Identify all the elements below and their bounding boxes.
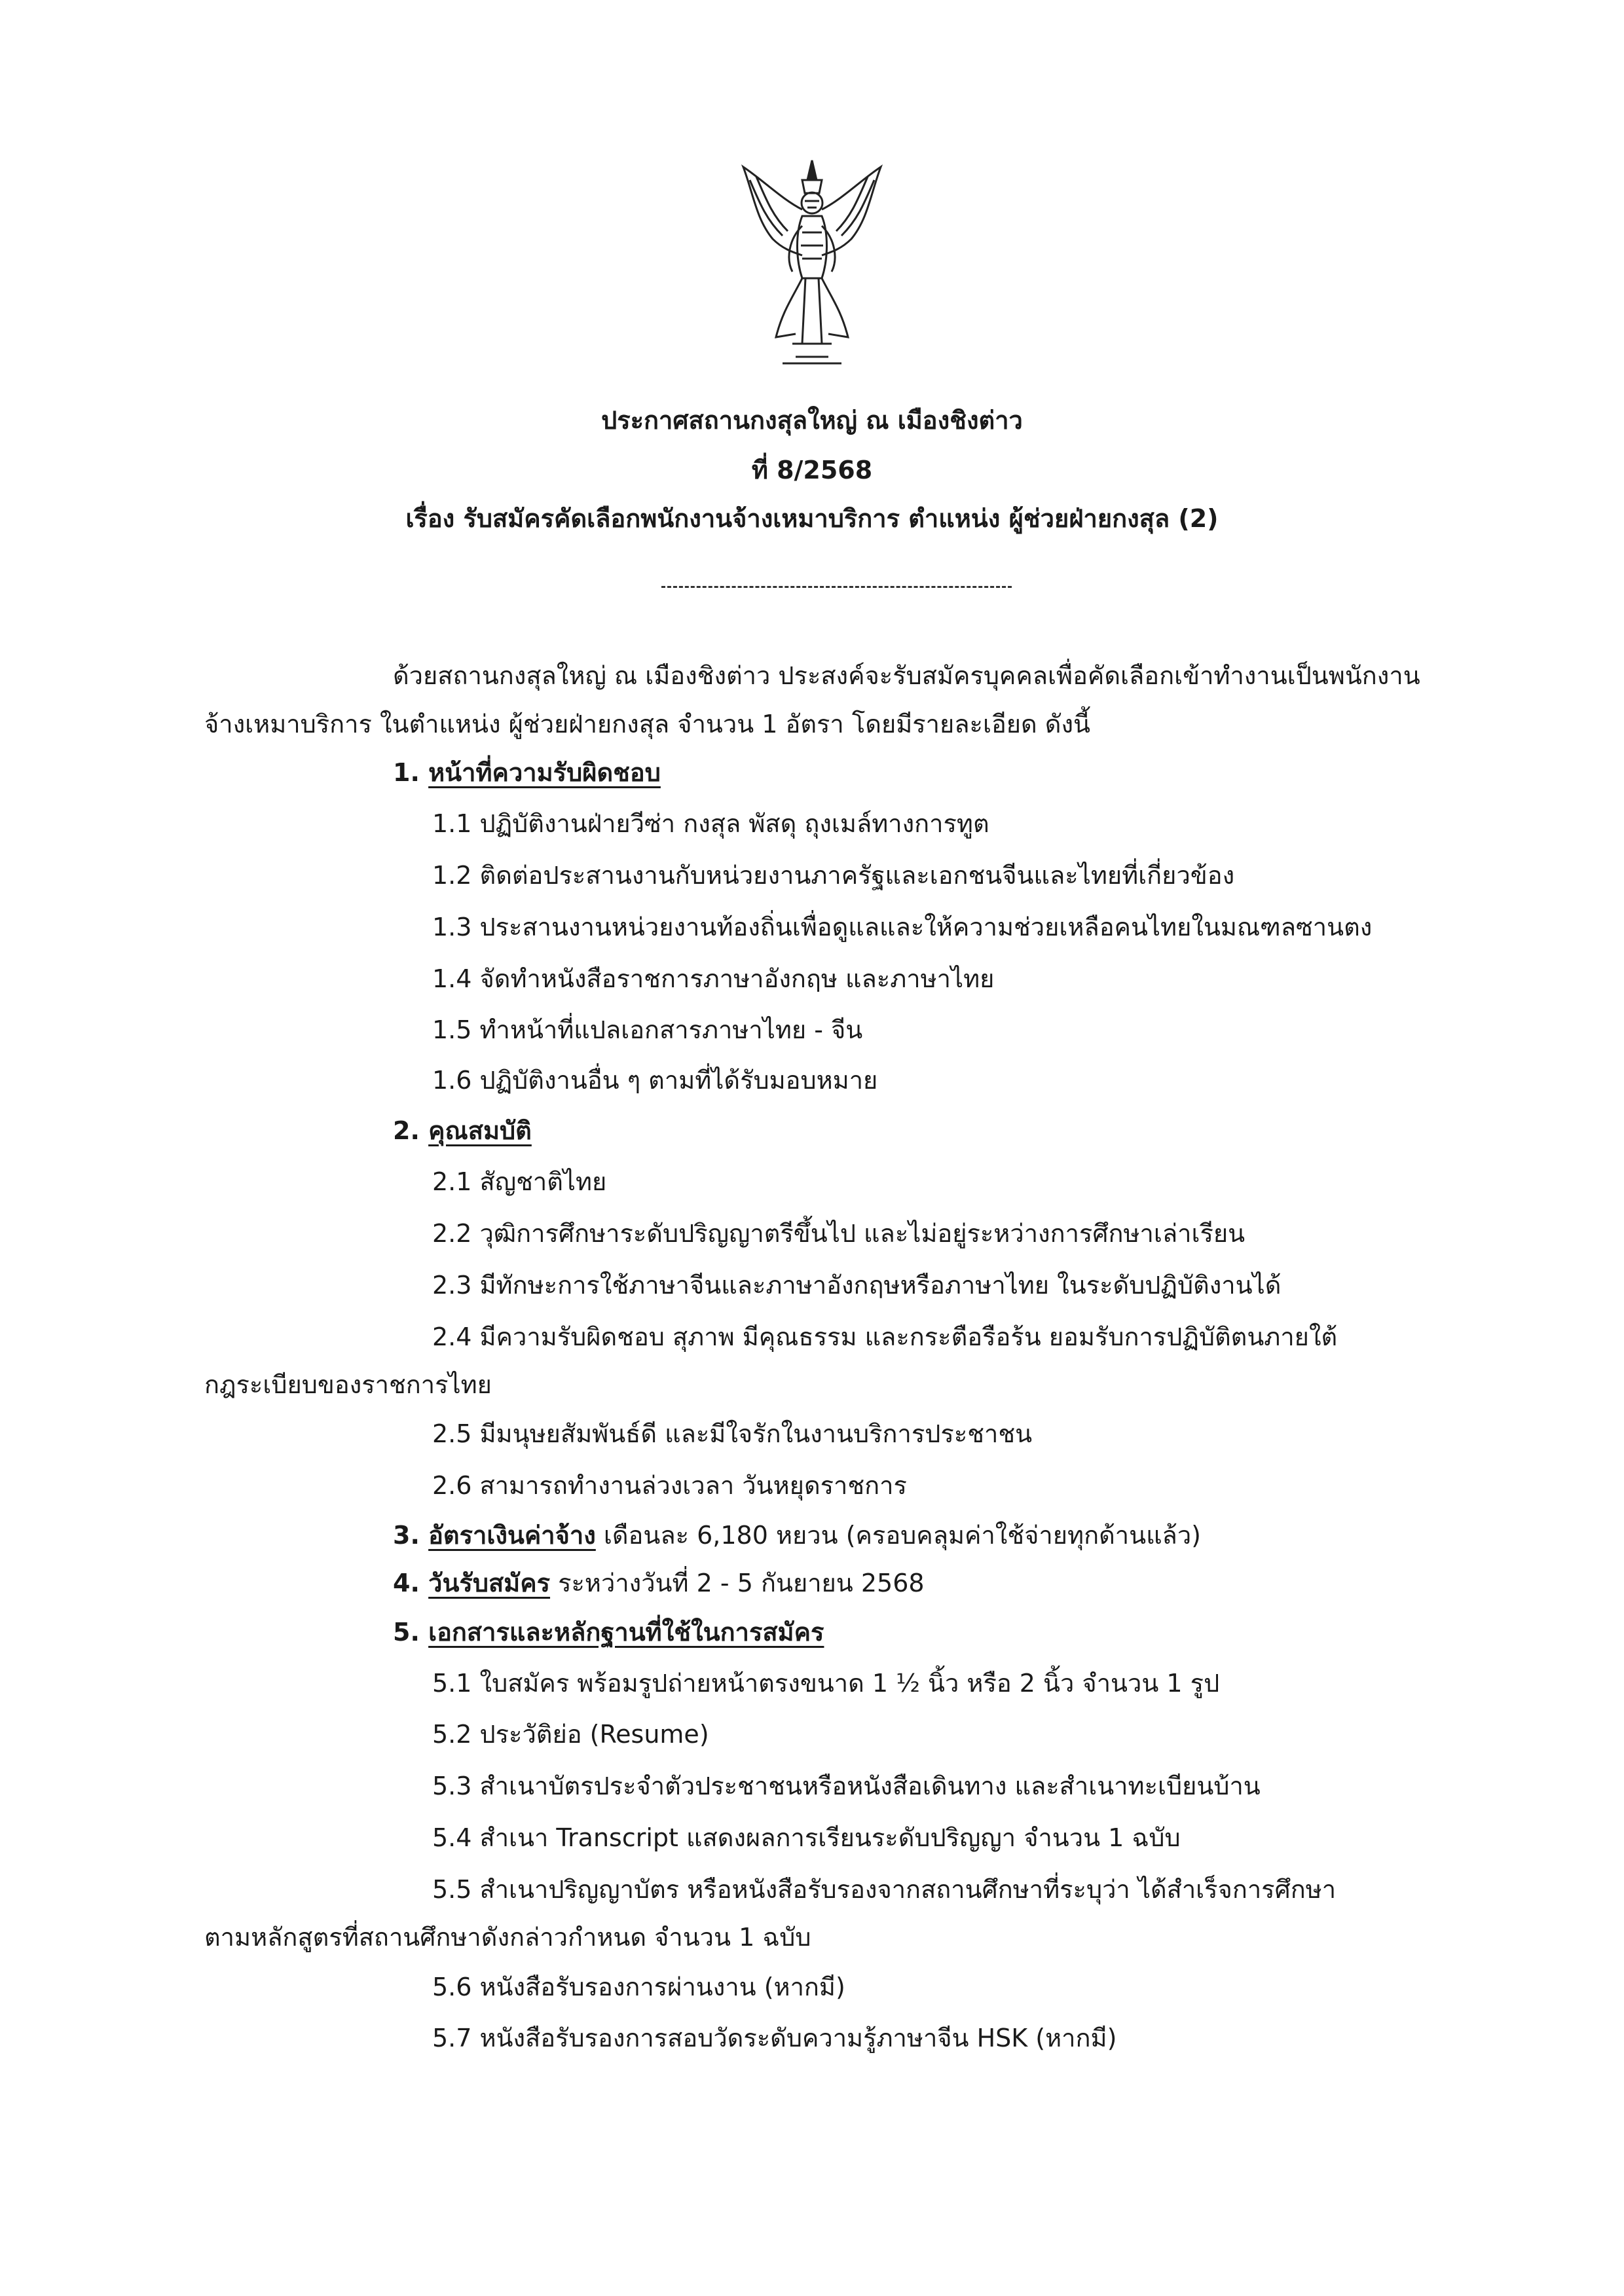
list-item: 2.1 สัญชาติไทย <box>432 1167 607 1196</box>
list-item: 2.3 มีทักษะการใช้ภาษาจีนและภาษาอังกฤษหรือภาษาไทย ในระดับปฏิบัติงานได้ <box>432 1271 1282 1300</box>
list-item: 1.4 จัดทำหนังสือราชการภาษาอังกฤษ และภาษาไทย <box>432 964 995 993</box>
list-item-cont: กฎระเบียบของราชการไทย <box>204 1370 492 1399</box>
list-item: 1.6 ปฏิบัติงานอื่น ๆ ตามที่ได้รับมอบหมาย <box>432 1066 878 1095</box>
list-item: 1.5 ทำหน้าที่แปลเอกสารภาษาไทย - จีน <box>432 1015 863 1044</box>
section-documents-heading: 5. เอกสารและหลักฐานที่ใช้ในการสมัคร <box>393 1618 824 1647</box>
list-item: 1.3 ประสานงานหน่วยงานท้องถิ่นเพื่อดูแลและให้ความช่วยเหลือคนไทยในมณฑลซานตง <box>432 913 1373 941</box>
garuda-emblem-icon <box>737 147 887 373</box>
list-item: 5.4 สำเนา Transcript แสดงผลการเรียนระดับปริญญา จำนวน 1 ฉบับ <box>432 1823 1181 1852</box>
intro-paragraph: ด้วยสถานกงสุลใหญ่ ณ เมืองชิงต่าว ประสงค์จะรับสมัครบุคคลเพื่อคัดเลือกเข้าทำงานเป็นพนักงาน <box>393 661 1420 690</box>
list-item: 5.3 สำเนาบัตรประจำตัวประชาชนหรือหนังสือเดินทาง และสำเนาทะเบียนบ้าน <box>432 1772 1261 1800</box>
list-item: 5.7 หนังสือรับรองการสอบวัดระดับความรู้ภาษาจีน HSK (หากมี) <box>432 2024 1117 2052</box>
list-item: 1.2 ติดต่อประสานงานกับหน่วยงานภาครัฐและเอกชนจีนและไทยที่เกี่ยวข้อง <box>432 861 1235 890</box>
section-application-dates: 4. วันรับสมัคร ระหว่างวันที่ 2 - 5 กันยายน 2568 <box>393 1569 925 1597</box>
section-salary: 3. อัตราเงินค่าจ้าง เดือนละ 6,180 หยวน (ครอบคลุมค่าใช้จ่ายทุกด้านแล้ว) <box>393 1521 1202 1550</box>
list-item: 2.6 สามารถทำงานล่วงเวลา วันหยุดราชการ <box>432 1471 907 1500</box>
announcement-title: ประกาศสถานกงสุลใหญ่ ณ เมืองชิงต่าว <box>601 406 1023 435</box>
announcement-subject: เรื่อง รับสมัครคัดเลือกพนักงานจ้างเหมาบริการ ตำแหน่ง ผู้ช่วยฝ่ายกงสุล (2) <box>405 504 1219 533</box>
list-item: 5.6 หนังสือรับรองการผ่านงาน (หากมี) <box>432 1973 845 2001</box>
list-item: 5.5 สำเนาปริญญาบัตร หรือหนังสือรับรองจากสถานศึกษาที่ระบุว่า ได้สำเร็จการศึกษา <box>432 1875 1337 1904</box>
list-item: 2.2 วุฒิการศึกษาระดับปริญญาตรีขึ้นไป และไม่อยู่ระหว่างการศึกษาเล่าเรียน <box>432 1219 1246 1248</box>
list-item: 2.5 มีมนุษยสัมพันธ์ดี และมีใจรักในงานบริการประชาชน <box>432 1419 1033 1448</box>
section-duties-heading: 1. หน้าที่ความรับผิดชอบ <box>393 758 661 787</box>
list-item-cont: ตามหลักสูตรที่สถานศึกษาดังกล่าวกำหนด จำนวน 1 ฉบับ <box>204 1923 811 1952</box>
intro-paragraph-cont: จ้างเหมาบริการ ในตำแหน่ง ผู้ช่วยฝ่ายกงสุล จำนวน 1 อัตรา โดยมีรายละเอียด ดังนี้ <box>204 710 1091 738</box>
separator-line <box>661 586 1012 588</box>
announcement-number: ที่ 8/2568 <box>751 456 873 484</box>
section-qualifications-heading: 2. คุณสมบัติ <box>393 1116 532 1145</box>
list-item: 5.1 ใบสมัคร พร้อมรูปถ่ายหน้าตรงขนาด 1 ½ นิ้ว หรือ 2 นิ้ว จำนวน 1 รูป <box>432 1669 1220 1698</box>
list-item: 1.1 ปฏิบัติงานฝ่ายวีซ่า กงสุล พัสดุ ถุงเมล์ทางการทูต <box>432 809 989 838</box>
list-item: 2.4 มีความรับผิดชอบ สุภาพ มีคุณธรรม และกระตือรือร้น ยอมรับการปฏิบัติตนภายใต้ <box>432 1322 1338 1351</box>
list-item: 5.2 ประวัติย่อ (Resume) <box>432 1720 709 1749</box>
